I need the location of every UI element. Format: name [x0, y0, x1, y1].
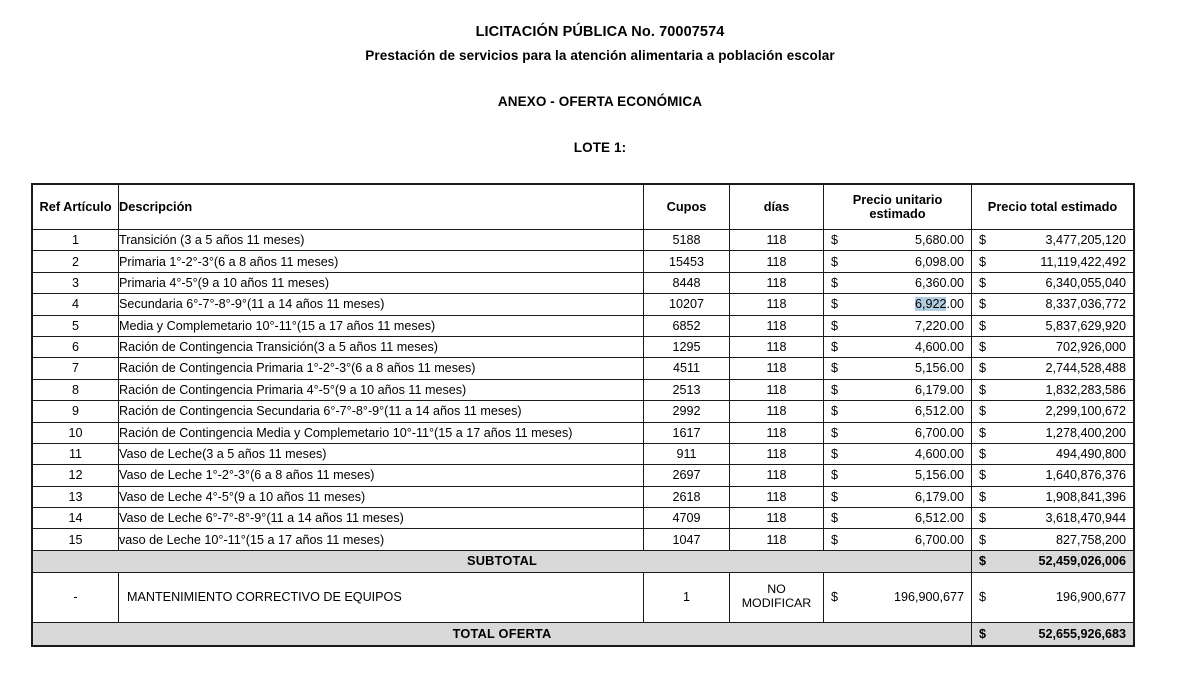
table-row[interactable] — [33, 272, 1134, 293]
cell-precio-total[interactable] — [972, 401, 1134, 422]
cell-precio-unitario[interactable] — [824, 230, 972, 251]
currency-symbol: $ — [979, 254, 987, 269]
cell-descripcion[interactable]: Ración de Contingencia Transición(3 a 5 años 11 meses) — [119, 336, 644, 357]
cell-cupos[interactable]: 1617 — [644, 422, 730, 443]
cell-ref-articulo[interactable]: 5 — [33, 315, 119, 336]
cell-ref-articulo[interactable]: 4 — [33, 294, 119, 315]
cell-precio-unitario[interactable] — [824, 251, 972, 272]
table-header — [33, 185, 1134, 230]
precio-total-value: 702,926,000 — [1055, 340, 1126, 355]
cell-descripcion[interactable]: Vaso de Leche 1°-2°-3°(6 a 8 años 11 meses) — [119, 465, 644, 486]
currency-symbol: $ — [979, 489, 987, 504]
precio-unitario-value: 5,156.00 — [914, 361, 964, 376]
currency-symbol: $ — [831, 425, 839, 440]
economic-offer-table — [32, 184, 1134, 646]
cell-cupos[interactable]: 1295 — [644, 336, 730, 357]
cell-descripcion[interactable]: Vaso de Leche 4°-5°(9 a 10 años 11 meses) — [119, 486, 644, 507]
cell-dias[interactable]: 118 — [730, 529, 824, 550]
table-row[interactable] — [33, 315, 1134, 336]
column-header-cupos: Cupos — [644, 185, 730, 230]
cell-total-oferta-value[interactable] — [972, 622, 1134, 645]
currency-symbol: $ — [831, 340, 839, 355]
cell-descripcion[interactable]: Vaso de Leche 6°-7°-8°-9°(11 a 14 años 11 meses) — [119, 508, 644, 529]
cell-cupos[interactable]: 2697 — [644, 465, 730, 486]
cell-precio-total[interactable] — [972, 251, 1134, 272]
currency-symbol: $ — [979, 340, 987, 355]
cell-dias[interactable]: 118 — [730, 465, 824, 486]
precio-unitario-line2: estimado — [869, 206, 926, 221]
cell-ref-articulo[interactable]: 13 — [33, 486, 119, 507]
cell-precio-total[interactable] — [972, 272, 1134, 293]
cell-cupos[interactable]: 1047 — [644, 529, 730, 550]
currency-symbol: $ — [979, 404, 987, 419]
precio-unitario-value: 6,360.00 — [914, 275, 964, 290]
cell-dias[interactable]: 118 — [730, 315, 824, 336]
cell-dias[interactable]: 118 — [730, 422, 824, 443]
no-modificar-line1: NO — [767, 582, 786, 597]
subtotal-row — [33, 550, 1134, 572]
table-row[interactable] — [33, 465, 1134, 486]
table-body — [33, 230, 1134, 646]
cell-precio-total[interactable] — [972, 529, 1134, 550]
cell-ref-articulo[interactable]: 9 — [33, 401, 119, 422]
selected-text: 6,922 — [914, 297, 947, 312]
precio-total-value: 5,837,629,920 — [1045, 318, 1126, 333]
precio-unitario-value: 7,220.00 — [914, 318, 964, 333]
document-heading-block — [0, 0, 1200, 158]
cell-dias[interactable]: 118 — [730, 294, 824, 315]
cell-ref-articulo[interactable]: 14 — [33, 508, 119, 529]
precio-total-value: 11,119,422,492 — [1040, 254, 1126, 269]
cell-descripcion[interactable]: Primaria 1°-2°-3°(6 a 8 años 11 meses) — [119, 251, 644, 272]
total-oferta-label: TOTAL OFERTA — [33, 622, 972, 645]
cell-dias[interactable]: 118 — [730, 401, 824, 422]
currency-symbol: $ — [831, 382, 839, 397]
currency-symbol: $ — [831, 318, 839, 333]
cell-precio-total[interactable] — [972, 294, 1134, 315]
currency-symbol: $ — [979, 361, 987, 376]
cell-precio-total[interactable] — [972, 379, 1134, 400]
currency-symbol: $ — [979, 468, 987, 483]
cell-precio-total[interactable] — [972, 465, 1134, 486]
annex-section-title: ANEXO - OFERTA ECONÓMICA — [497, 94, 703, 109]
precio-total-value: 1,640,876,376 — [1045, 468, 1126, 483]
cell-precio-unitario[interactable] — [824, 422, 972, 443]
cell-cupos[interactable]: 1 — [644, 572, 730, 622]
cell-dias[interactable]: 118 — [730, 443, 824, 464]
total-oferta-value: 52,655,926,683 — [1038, 626, 1126, 641]
precio-total-value: 1,278,400,200 — [1045, 425, 1126, 440]
cell-ref-articulo[interactable]: 1 — [33, 230, 119, 251]
currency-symbol: $ — [831, 468, 839, 483]
cell-precio-total[interactable] — [972, 358, 1134, 379]
cell-dias[interactable]: 118 — [730, 336, 824, 357]
currency-symbol: $ — [831, 404, 839, 419]
precio-unitario-value: 6,179.00 — [914, 489, 964, 504]
precio-unitario-value: 6,512.00 — [914, 511, 964, 526]
cell-cupos[interactable]: 911 — [644, 443, 730, 464]
total-oferta-row — [33, 622, 1134, 645]
cell-cupos[interactable]: 5188 — [644, 230, 730, 251]
precio-unitario-line1: Precio unitario — [852, 191, 943, 207]
cell-no-modificar — [730, 572, 824, 622]
currency-symbol: $ — [831, 275, 839, 290]
cell-ref-articulo[interactable]: 2 — [33, 251, 119, 272]
cell-subtotal-value[interactable] — [972, 550, 1134, 572]
currency-symbol: $ — [979, 233, 987, 248]
precio-total-value: 8,337,036,772 — [1045, 297, 1126, 312]
precio-total-value: 3,618,470,944 — [1045, 511, 1126, 526]
cell-descripcion[interactable]: Ración de Contingencia Primaria 1°-2°-3°(6 a 8 años 11 meses) — [119, 358, 644, 379]
precio-unitario-value: 6,512.00 — [914, 404, 964, 419]
cell-precio-unitario[interactable] — [824, 294, 972, 315]
currency-symbol: $ — [979, 626, 987, 641]
cell-precio-unitario[interactable] — [824, 572, 972, 622]
precio-unitario-value: 4,600.00 — [914, 340, 964, 355]
table-row[interactable] — [33, 529, 1134, 550]
cell-ref-articulo[interactable]: 11 — [33, 443, 119, 464]
cell-precio-total[interactable] — [972, 572, 1134, 622]
currency-symbol: $ — [979, 275, 987, 290]
precio-total-value: 6,340,055,040 — [1045, 275, 1126, 290]
table-row[interactable] — [33, 401, 1134, 422]
precio-unitario-value: 6,179.00 — [914, 382, 964, 397]
cell-cupos[interactable]: 2513 — [644, 379, 730, 400]
currency-symbol: $ — [831, 489, 839, 504]
lote-label: LOTE 1: — [573, 140, 627, 155]
precio-total-value: 1,832,283,586 — [1045, 382, 1126, 397]
cell-dias[interactable]: 118 — [730, 379, 824, 400]
cell-precio-total[interactable] — [972, 443, 1134, 464]
cell-precio-unitario[interactable] — [824, 508, 972, 529]
cell-dias[interactable]: 118 — [730, 508, 824, 529]
cell-ref-articulo[interactable]: 15 — [33, 529, 119, 550]
precio-total-value: 196,900,677 — [1055, 590, 1126, 605]
table-row[interactable] — [33, 294, 1134, 315]
table-row[interactable] — [33, 336, 1134, 357]
cell-ref-articulo[interactable]: 3 — [33, 272, 119, 293]
page-subtitle: Prestación de servicios para la atención alimentaria a población escolar — [365, 48, 835, 63]
cell-cupos[interactable]: 4511 — [644, 358, 730, 379]
precio-total-value: 2,299,100,672 — [1045, 404, 1126, 419]
cell-precio-total[interactable] — [972, 336, 1134, 357]
subtotal-value: 52,459,026,006 — [1038, 554, 1126, 569]
cell-descripcion[interactable]: Secundaria 6°-7°-8°-9°(11 a 14 años 11 meses) — [119, 294, 644, 315]
cell-ref-articulo[interactable]: 6 — [33, 336, 119, 357]
cell-cupos[interactable]: 8448 — [644, 272, 730, 293]
cell-ref-articulo[interactable]: 7 — [33, 358, 119, 379]
cell-ref-articulo[interactable]: - — [33, 572, 119, 622]
table-row[interactable] — [33, 486, 1134, 507]
subtotal-label: SUBTOTAL — [33, 550, 972, 572]
currency-symbol: $ — [831, 297, 839, 312]
cell-cupos[interactable]: 10207 — [644, 294, 730, 315]
cell-dias[interactable]: 118 — [730, 251, 824, 272]
cell-descripcion[interactable]: Ración de Contingencia Secundaria 6°-7°-8°-9°(11 a 14 años 11 meses) — [119, 401, 644, 422]
cell-dias[interactable]: 118 — [730, 272, 824, 293]
cell-cupos[interactable]: 15453 — [644, 251, 730, 272]
cell-precio-total[interactable] — [972, 486, 1134, 507]
cell-descripcion[interactable]: vaso de Leche 10°-11°(15 a 17 años 11 meses) — [119, 529, 644, 550]
cell-precio-unitario[interactable] — [824, 401, 972, 422]
precio-unitario-value: 5,156.00 — [914, 468, 964, 483]
cell-dias[interactable]: 118 — [730, 230, 824, 251]
currency-symbol: $ — [831, 532, 839, 547]
cell-descripcion[interactable]: Primaria 4°-5°(9 a 10 años 11 meses) — [119, 272, 644, 293]
currency-symbol: $ — [831, 233, 839, 248]
column-header-ref-articulo: Ref Artículo — [33, 185, 119, 230]
currency-symbol: $ — [979, 297, 987, 312]
currency-symbol: $ — [831, 254, 839, 269]
cell-ref-articulo[interactable]: 10 — [33, 422, 119, 443]
cell-descripcion[interactable]: Media y Complemetario 10°-11°(15 a 17 años 11 meses) — [119, 315, 644, 336]
column-header-descripcion: Descripción — [119, 185, 644, 230]
page-title: LICITACIÓN PÚBLICA No. 70007574 — [475, 24, 725, 40]
table-row[interactable] — [33, 251, 1134, 272]
table-row[interactable] — [33, 358, 1134, 379]
offer-table-container — [32, 184, 1133, 646]
currency-symbol: $ — [979, 532, 987, 547]
cell-descripcion[interactable]: Ración de Contingencia Media y Complemetario 10°-11°(15 a 17 años 11 meses) — [119, 422, 644, 443]
cell-precio-unitario[interactable] — [824, 272, 972, 293]
cell-cupos[interactable]: 4709 — [644, 508, 730, 529]
cell-precio-unitario[interactable] — [824, 358, 972, 379]
precio-unitario-value: 5,680.00 — [914, 233, 964, 248]
precio-unitario-value: 6,098.00 — [914, 254, 964, 269]
precio-unitario-value: 6,700.00 — [914, 532, 964, 547]
cell-precio-total[interactable] — [972, 230, 1134, 251]
cell-dias[interactable]: 118 — [730, 358, 824, 379]
cell-descripcion[interactable]: Transición (3 a 5 años 11 meses) — [119, 230, 644, 251]
column-header-precio-unitario — [824, 185, 972, 230]
precio-total-value: 494,490,800 — [1055, 447, 1126, 462]
mantenimiento-row[interactable] — [33, 572, 1134, 622]
cell-precio-unitario[interactable] — [824, 443, 972, 464]
precio-total-value: 2,744,528,488 — [1045, 361, 1126, 376]
table-row[interactable] — [33, 230, 1134, 251]
cell-precio-unitario[interactable] — [824, 379, 972, 400]
cell-cupos[interactable]: 2618 — [644, 486, 730, 507]
precio-unitario-value: 6,700.00 — [914, 425, 964, 440]
table-row[interactable] — [33, 422, 1134, 443]
currency-symbol: $ — [979, 318, 987, 333]
table-row[interactable] — [33, 508, 1134, 529]
no-modificar-line2: MODIFICAR — [741, 596, 812, 611]
precio-unitario-value: 6,922.00 — [914, 297, 964, 312]
currency-symbol: $ — [979, 554, 987, 569]
cell-descripcion[interactable]: MANTENIMIENTO CORRECTIVO DE EQUIPOS — [119, 572, 644, 622]
table-row[interactable] — [33, 379, 1134, 400]
table-header-row — [33, 185, 1134, 230]
currency-symbol: $ — [979, 590, 987, 605]
currency-symbol: $ — [831, 511, 839, 526]
cell-precio-unitario[interactable] — [824, 465, 972, 486]
cell-precio-unitario[interactable] — [824, 486, 972, 507]
cell-precio-unitario[interactable] — [824, 336, 972, 357]
cell-precio-total[interactable] — [972, 315, 1134, 336]
precio-total-value: 1,908,841,396 — [1045, 489, 1126, 504]
cell-ref-articulo[interactable]: 12 — [33, 465, 119, 486]
currency-symbol: $ — [979, 425, 987, 440]
cell-precio-unitario[interactable] — [824, 315, 972, 336]
cell-precio-unitario[interactable] — [824, 529, 972, 550]
precio-total-value: 3,477,205,120 — [1045, 233, 1126, 248]
precio-unitario-value: 196,900,677 — [893, 590, 964, 605]
currency-symbol: $ — [979, 511, 987, 526]
currency-symbol: $ — [831, 447, 839, 462]
cell-ref-articulo[interactable]: 8 — [33, 379, 119, 400]
currency-symbol: $ — [831, 590, 839, 605]
column-header-dias: días — [730, 185, 824, 230]
currency-symbol: $ — [979, 447, 987, 462]
cell-descripcion[interactable]: Vaso de Leche(3 a 5 años 11 meses) — [119, 443, 644, 464]
precio-unitario-value: 4,600.00 — [914, 447, 964, 462]
cell-precio-total[interactable] — [972, 508, 1134, 529]
currency-symbol: $ — [979, 382, 987, 397]
cell-precio-total[interactable] — [972, 422, 1134, 443]
cell-descripcion[interactable]: Ración de Contingencia Primaria 4°-5°(9 a 10 años 11 meses) — [119, 379, 644, 400]
cell-cupos[interactable]: 2992 — [644, 401, 730, 422]
currency-symbol: $ — [831, 361, 839, 376]
column-header-precio-total: Precio total estimado — [972, 185, 1134, 230]
cell-dias[interactable]: 118 — [730, 486, 824, 507]
table-row[interactable] — [33, 443, 1134, 464]
precio-total-value: 827,758,200 — [1055, 532, 1126, 547]
cell-cupos[interactable]: 6852 — [644, 315, 730, 336]
